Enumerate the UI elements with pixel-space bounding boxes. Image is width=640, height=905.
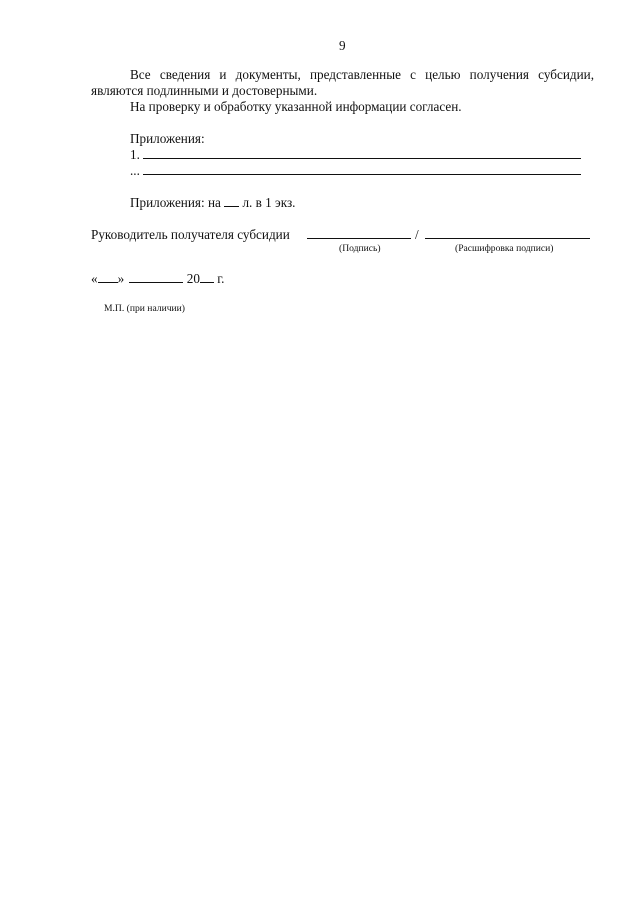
- statement-line-3: На проверку и обработку указанной информации согласен.: [130, 99, 462, 114]
- signature-label: Руководитель получателя субсидии: [91, 227, 290, 242]
- statement-line-1: Все сведения и документы, представленные с целью получения субсидии,: [130, 67, 594, 82]
- signature-caption: (Подпись): [339, 243, 381, 254]
- signature-decode-blank: [425, 226, 590, 239]
- attachment-item-1-number: 1.: [130, 147, 140, 162]
- attachments-count-suffix: л. в 1 экз.: [242, 195, 296, 210]
- attachments-count: [130, 195, 295, 211]
- attachments-count-blank: [224, 195, 239, 207]
- date-year-suffix: г.: [217, 271, 225, 286]
- attachments-count-prefix: Приложения: на: [130, 195, 221, 210]
- date-open-quote: «: [91, 271, 98, 286]
- statement-line-2: являются подлинными и достоверными.: [91, 83, 318, 98]
- date-month-blank: [129, 271, 183, 283]
- date-year-blank: [200, 271, 214, 283]
- attachment-item-2: [130, 163, 581, 179]
- date-year-prefix: 20: [186, 271, 200, 286]
- date-close-quote: »: [117, 271, 125, 286]
- attachments-heading: Приложения:: [130, 131, 205, 146]
- stamp-note: М.П. (при наличии): [104, 303, 185, 314]
- signature-decode-caption: (Расшифровка подписи): [455, 243, 554, 254]
- attachment-item-1: [130, 147, 581, 163]
- attachment-item-1-blank: [143, 147, 581, 159]
- attachment-item-2-number: ...: [130, 163, 140, 178]
- signature-separator: /: [415, 227, 419, 242]
- page-number: 9: [339, 38, 346, 53]
- date-day-blank: [98, 271, 118, 283]
- date-line: [91, 271, 224, 287]
- attachment-item-2-blank: [143, 163, 581, 175]
- signature-blank: [307, 226, 411, 239]
